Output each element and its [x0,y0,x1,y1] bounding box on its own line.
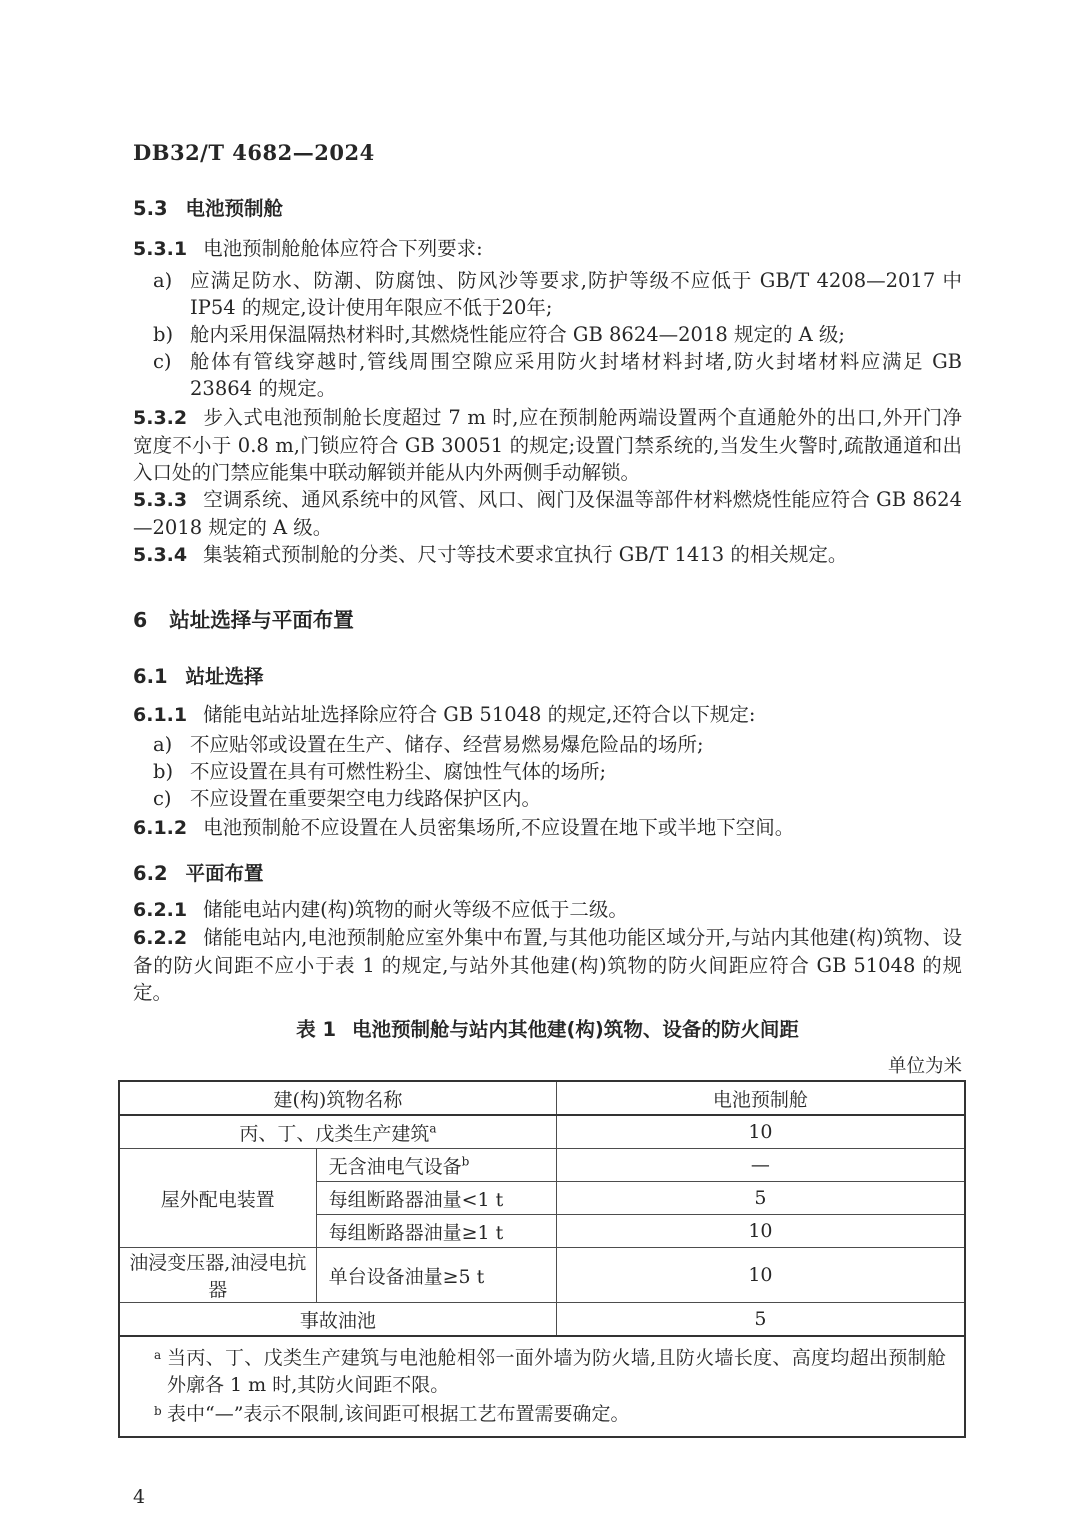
footnote-ref-b: b [461,1154,470,1169]
paragraph-5-3-1 [133,235,962,263]
clause-number: 5.3.2 [133,407,188,429]
list-item-a [133,267,962,321]
paragraph-6-1-1 [133,701,962,729]
clause-number: 6.2 [133,862,168,885]
clause-title: 站址选择 [185,665,264,688]
list-item-c [133,348,962,402]
item-text: 不应贴邻或设置在生产、储存、经营易燃易爆危险品的场所; [190,733,704,756]
clause-number: 6.1 [133,665,168,688]
fire-separation-table [118,1080,966,1438]
clause-number: 5.3.4 [133,544,188,566]
paragraph-5-3-4 [133,541,962,569]
row-name-cell: 事故油池 [119,1303,556,1337]
clause-text: 步入式电池预制舱长度超过 7 m 时,应在预制舱两端设置两个直通舱外的出口,外开门净宽度不小于 0.8 m,门锁应符合 GB 30051 的规定;设置门禁系统的,当发生火警时,疏散通道和出入口处的门禁应能集中联动解锁并能从内外两侧手动解锁。 [133,406,962,484]
heading-6 [133,603,962,633]
item-marker: a) [153,269,173,292]
value-cell: — [556,1149,965,1182]
list-item-a [133,731,962,758]
value-cell: 10 [556,1215,965,1248]
clause-number: 6 [133,608,148,632]
sub-cell [316,1149,556,1182]
value-cell: 10 [556,1248,965,1303]
footnote-text: 表中“—”表示不限制,该间距可根据工艺布置需要确定。 [167,1403,630,1425]
value-cell: 10 [556,1115,965,1149]
item-marker: b) [153,760,174,783]
item-text: 不应设置在重要架空电力线路保护区内。 [190,787,542,810]
clause-number: 6.1.1 [133,704,188,726]
clause-text: 储能电站内建(构)筑物的耐火等级不应低于二级。 [203,898,628,921]
table-row [119,1248,965,1303]
clause-title: 站址选择与平面布置 [169,608,354,632]
clause-text: 集装箱式预制舱的分类、尺寸等技术要求宜执行 GB/T 1413 的相关规定。 [203,543,848,566]
footnote-a [120,1345,946,1399]
list-item-b [133,758,962,785]
table-row [119,1303,965,1337]
sub-cell: 单台设备油量≥5 t [316,1248,556,1303]
footnote-ref-a: a [429,1121,437,1136]
footnote-marker: b [154,1404,162,1418]
col-header-name: 建(构)筑物名称 [119,1081,556,1115]
sub-cell: 每组断路器油量≥1 t [316,1215,556,1248]
table-title: 电池预制舱与站内其他建(构)筑物、设备的防火间距 [352,1018,799,1041]
list-5-3-1 [133,267,962,402]
clause-number: 5.3.3 [133,489,188,511]
group-cell: 屋外配电装置 [119,1149,316,1248]
sub-cell: 每组断路器油量<1 t [316,1182,556,1215]
unit-note: 单位为米 [887,1056,962,1077]
paragraph-5-3-2 [133,404,962,486]
page-number: 4 [133,1486,146,1508]
clause-text: 电池预制舱舱体应符合下列要求: [203,237,483,260]
heading-6-1 [133,661,962,689]
paragraph-5-3-3 [133,486,962,541]
item-text: 不应设置在具有可燃性粉尘、腐蚀性气体的场所; [190,760,607,783]
table-label: 表 1 [296,1018,337,1041]
item-marker: b) [153,323,174,346]
paragraph-6-2-1 [133,896,962,924]
group-cell: 油浸变压器,油浸电抗器 [119,1248,316,1303]
item-text: 应满足防水、防潮、防腐蚀、防风沙等要求,防护等级不应低于 GB/T 4208—2017 中 IP54 的规定,设计使用年限应不低于20年; [190,269,962,319]
item-marker: c) [153,350,172,373]
doc-number: DB32/T 4682—2024 [133,140,375,165]
clause-text: 空调系统、通风系统中的风管、风口、阀门及保温等部件材料燃烧性能应符合 GB 8624—2018 规定的 A 级。 [133,488,962,539]
footnote-marker: a [154,1348,162,1362]
clause-title: 平面布置 [185,862,264,885]
clause-text: 电池预制舱不应设置在人员密集场所,不应设置在地下或半地下空间。 [203,816,795,839]
row-name: 丙、丁、戊类生产建筑 [239,1122,430,1145]
col-header-value: 电池预制舱 [556,1081,965,1115]
clause-text: 储能电站内,电池预制舱应室外集中布置,与其他功能区域分开,与站内其他建(构)筑物、设备的防火间距不应小于表 1 的规定,与站外其他建(构)筑物的防火间距应符合 GB 51048 的规定。 [133,926,962,1004]
table-header-row [119,1081,965,1115]
table-1 [118,1080,966,1438]
list-item-b [133,321,962,348]
clause-number: 5.3 [133,197,168,220]
heading-5-3 [133,193,962,221]
paragraph-6-2-2 [133,924,962,1006]
table-caption [133,1014,962,1042]
row-name-cell [119,1115,556,1149]
footnote-b [120,1401,946,1428]
item-marker: c) [153,787,172,810]
value-cell: 5 [556,1182,965,1215]
paragraph-6-1-2 [133,814,962,842]
clause-number: 5.3.1 [133,238,188,260]
sub-name: 无含油电气设备 [328,1155,462,1178]
table-footnote-row [119,1336,965,1437]
heading-6-2 [133,858,962,886]
value-cell: 5 [556,1303,965,1337]
clause-number: 6.2.2 [133,927,188,949]
table-row [119,1149,965,1182]
item-text: 舱体有管线穿越时,管线周围空隙应采用防火封堵材料封堵,防火封堵材料应满足 GB 23864 的规定。 [190,350,962,400]
item-text: 舱内采用保温隔热材料时,其燃烧性能应符合 GB 8624—2018 规定的 A 级; [190,323,846,346]
list-item-c [133,785,962,812]
item-marker: a) [153,733,173,756]
clause-title: 电池预制舱 [185,197,284,220]
table-row [119,1115,965,1149]
clause-text: 储能电站站址选择除应符合 GB 51048 的规定,还符合以下规定: [203,703,756,726]
clause-number: 6.2.1 [133,899,188,921]
list-6-1-1 [133,731,962,812]
footnote-text: 当丙、丁、戊类生产建筑与电池舱相邻一面外墙为防火墙,且防火墙长度、高度均超出预制舱外廓各 1 m 时,其防火间距不限。 [167,1347,946,1396]
clause-number: 6.1.2 [133,817,188,839]
